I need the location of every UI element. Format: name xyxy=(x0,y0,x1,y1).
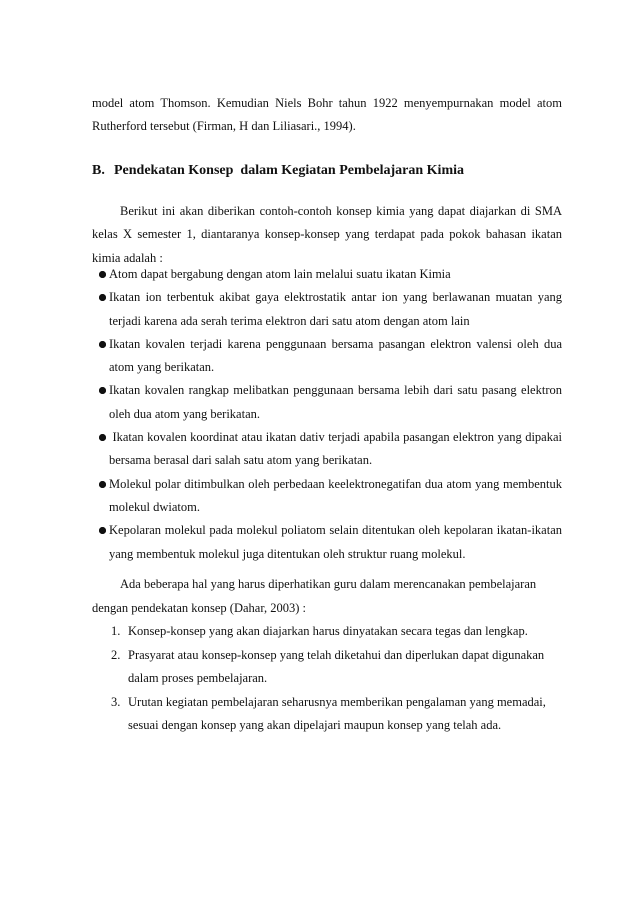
section-title: Pendekatan Konsep dalam Kegiatan Pembelajaran Kimia xyxy=(114,163,464,178)
list-item xyxy=(111,620,562,644)
guru-text: Ada beberapa hal yang harus diperhatikan guru dalam merencanakan pembelajaran dengan pendekatan konsep (Dahar, 2003) : xyxy=(92,577,537,615)
intro-paragraph: model atom Thomson. Kemudian Niels Bohr tahun 1922 menyempurnakan model atom Rutherford tersebut (Firman, H dan Liliasari., 1994). xyxy=(92,96,562,133)
bullet-text: Ikatan kovalen koordinat atau ikatan dativ terjadi apabila pasangan elektron yang dipakai bersama berasal dari salah satu atom yang berikatan. xyxy=(109,430,566,468)
list-item xyxy=(111,691,562,738)
bullet-text: Kepolaran molekul pada molekul poliatom selain ditentukan oleh kepolaran ikatan-ikatan yang membentuk molekul juga ditentukan oleh struktur ruang molekul. xyxy=(109,523,562,561)
bullet-text: Ikatan kovalen terjadi karena penggunaan bersama pasangan elektron valensi oleh dua atom yang berikatan. xyxy=(109,336,562,375)
list-item xyxy=(111,644,562,691)
bullet-icon xyxy=(99,481,106,488)
item-text: Prasyarat atau konsep-konsep yang telah diketahui dan diperlukan dapat digunakan dalam proses pembelajaran. xyxy=(128,647,545,685)
bullet-icon xyxy=(99,294,106,301)
list-item xyxy=(92,263,562,286)
body-text: Berikut ini akan diberikan contoh-contoh konsep kimia yang dapat diajarkan di SMA kelas X semester 1, diantaranya konsep-konsep yang terdapat pada pokok bahasan ikatan kimia adalah : xyxy=(92,204,562,265)
section-heading xyxy=(92,160,562,182)
bullet-text: Ikatan ion terbentuk akibat gaya elektrostatik antar ion yang berlawanan muatan yang terjadi karena ada serah terima elektron dari satu atom dengan atom lain xyxy=(109,290,562,328)
list-item xyxy=(92,333,562,380)
section-letter: B. xyxy=(92,163,105,178)
bullet-icon xyxy=(99,434,106,441)
bullet-icon xyxy=(99,527,106,534)
bullet-text: Molekul polar ditimbulkan oleh perbedaan keelektronegatifan dua atom yang membentuk molekul dwiatom. xyxy=(109,476,562,514)
item-text: Urutan kegiatan pembelajaran seharusnya memberikan pengalaman yang memadai, sesuai dengan konsep yang akan dipelajari maupun konsep yang telah ada. xyxy=(128,694,546,732)
list-item xyxy=(92,286,562,333)
concept-bullet-list xyxy=(92,263,566,566)
body-paragraph xyxy=(92,200,562,270)
item-number: 2. xyxy=(111,647,121,662)
numbered-list xyxy=(111,620,562,738)
list-item xyxy=(92,379,562,426)
bullet-icon xyxy=(99,387,106,394)
bullet-text: Ikatan kovalen rangkap melibatkan penggunaan bersama lebih dari satu pasang elektron oleh dua atom yang berikatan. xyxy=(109,383,562,421)
list-item xyxy=(92,519,562,566)
bullet-text: Atom dapat bergabung dengan atom lain melalui suatu ikatan Kimia xyxy=(109,267,451,281)
list-item xyxy=(92,473,562,520)
guru-paragraph xyxy=(92,573,562,620)
bullet-icon xyxy=(99,271,106,278)
item-number: 1. xyxy=(111,624,121,638)
item-number: 3. xyxy=(111,694,121,709)
bullet-icon xyxy=(99,341,106,348)
item-text: Konsep-konsep yang akan diajarkan harus dinyatakan secara tegas dan lengkap. xyxy=(128,624,528,638)
list-item xyxy=(92,426,566,473)
